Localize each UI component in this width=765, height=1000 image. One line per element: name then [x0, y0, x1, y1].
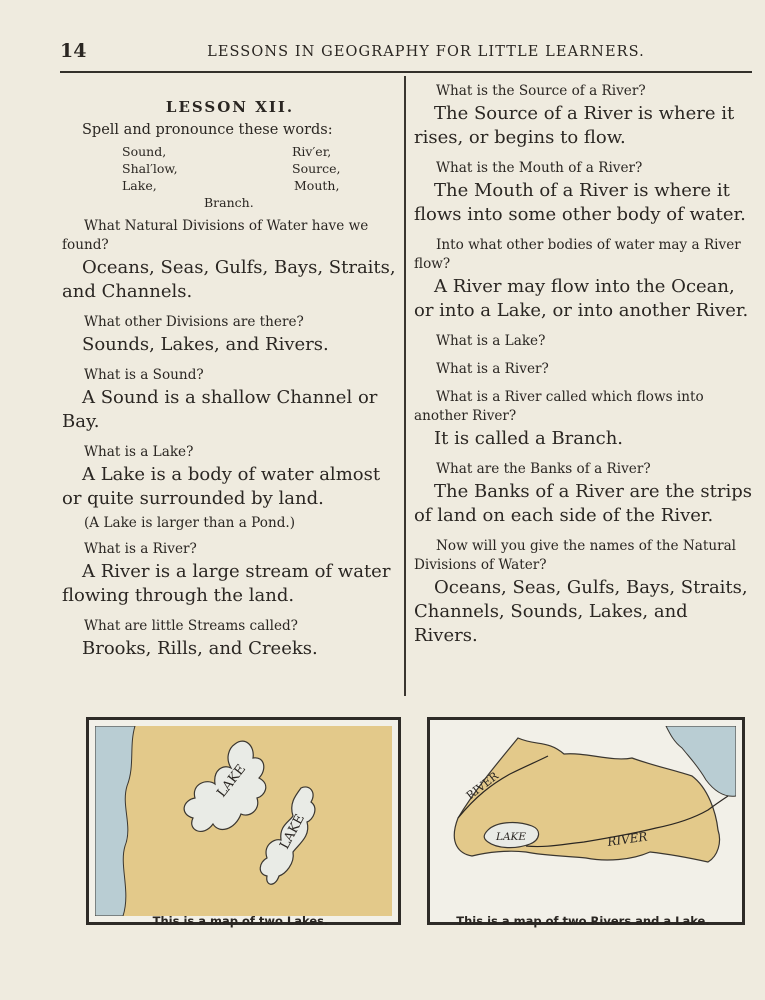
map-label: RIVER — [463, 769, 501, 803]
word: Riv′er, — [292, 144, 332, 159]
lesson-title: LESSON XII. — [165, 98, 295, 116]
question: What is a River? — [436, 361, 549, 377]
answer: A Lake is a body of water almost or quite surrounded by land. — [62, 464, 381, 509]
question: What is a Sound? — [84, 367, 204, 383]
word: Sound, — [122, 144, 167, 159]
answer: Oceans, Seas, Gulfs, Bays, Straits, and Channels. — [62, 257, 396, 302]
answer: A River is a large stream of water flowing through the land. — [62, 561, 391, 606]
answer: Oceans, Seas, Gulfs, Bays, Straits, Channels, Sounds, Lakes, and Rivers. — [414, 577, 748, 646]
answer: A Sound is a shallow Channel or Bay. — [62, 387, 378, 432]
question: What is a River? — [84, 541, 197, 557]
word: Lake, — [122, 178, 157, 193]
note: (A Lake is larger than a Pond.) — [84, 515, 296, 531]
map-label: LAKE — [496, 831, 527, 843]
map-rivers-and-lake — [427, 717, 745, 925]
question: What are little Streams called? — [84, 618, 298, 634]
header-rule — [60, 71, 752, 73]
column-divider — [404, 76, 406, 696]
page-number: 14 — [60, 40, 87, 62]
question: What is the Mouth of a River? — [436, 160, 643, 176]
word: Mouth, — [294, 178, 340, 193]
word: Source, — [292, 161, 341, 176]
question: What is a River called which flows into another River? — [414, 389, 704, 424]
map-two-lakes — [86, 717, 401, 925]
spell-instruction: Spell and pronounce these words: — [82, 122, 333, 138]
answer: The Source of a River is where it rises, or begins to flow. — [414, 103, 735, 148]
question: What Natural Divisions of Water have we found? — [62, 218, 369, 253]
rivers-map-illustration — [436, 726, 736, 916]
question: What is a Lake? — [84, 444, 194, 460]
word: Branch. — [204, 195, 254, 210]
answer: It is called a Branch. — [434, 428, 624, 449]
page-header — [60, 40, 752, 70]
right-column — [414, 82, 754, 648]
answer: The Banks of a River are the strips of land on each side of the River. — [414, 481, 753, 526]
question: What other Divisions are there? — [84, 314, 304, 330]
map-label: LAKE — [214, 761, 250, 801]
running-head: LESSONS IN GEOGRAPHY FOR LITTLE LEARNERS. — [207, 44, 645, 60]
map-label: RIVER — [606, 829, 649, 849]
question: What are the Banks of a River? — [436, 461, 651, 477]
question: What is a Lake? — [436, 333, 546, 349]
answer: Brooks, Rills, and Creeks. — [82, 638, 318, 659]
answer: A River may flow into the Ocean, or into a Lake, or into another River. — [414, 276, 749, 321]
spelling-words — [62, 144, 398, 208]
lakes-map-illustration — [95, 726, 392, 916]
question: What is the Source of a River? — [436, 83, 646, 99]
answer: Sounds, Lakes, and Rivers. — [82, 334, 329, 355]
word: Shal′low, — [122, 161, 178, 176]
question: Now will you give the names of the Natural Divisions of Water? — [414, 538, 737, 573]
map-caption: This is a map of two Lakes. — [152, 914, 329, 928]
map-caption: This is a map of two Rivers and a Lake. — [456, 914, 710, 928]
question: Into what other bodies of water may a River flow? — [414, 237, 741, 272]
map-label: LAKE — [277, 811, 309, 852]
answer: The Mouth of a River is where it flows into some other body of water. — [414, 180, 746, 225]
left-column — [62, 82, 398, 661]
